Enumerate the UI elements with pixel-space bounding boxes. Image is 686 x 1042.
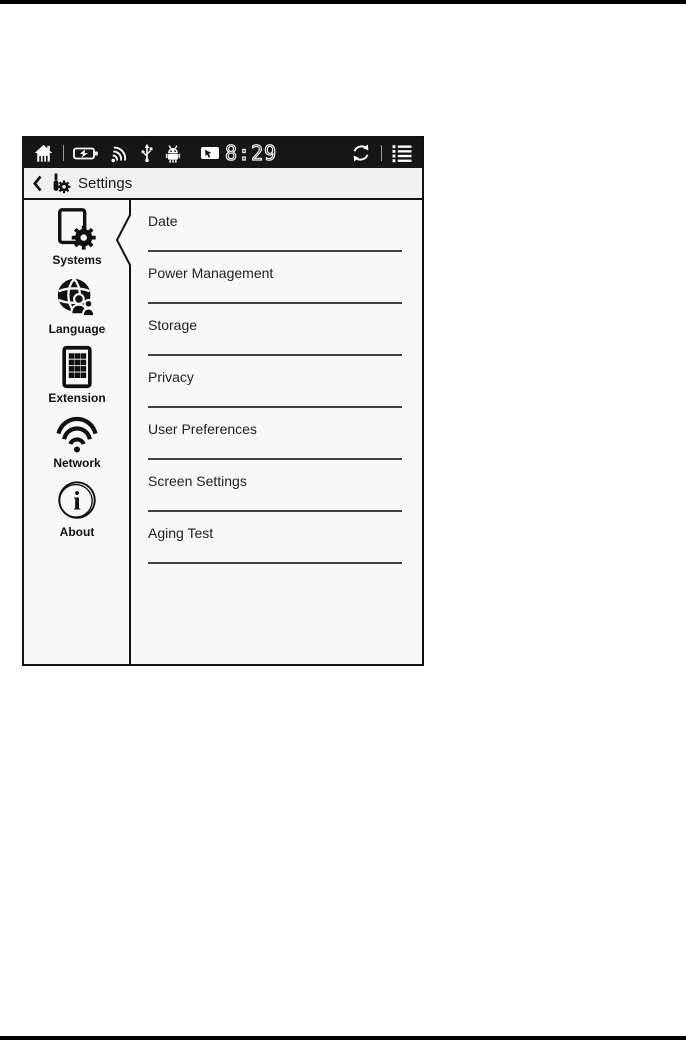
menu-item-date[interactable] <box>148 200 402 252</box>
statusbar-separator <box>63 145 64 161</box>
sidebar-item-extension[interactable] <box>48 344 105 405</box>
page-title: Settings <box>78 174 133 192</box>
menu-item-label: Storage <box>148 317 198 333</box>
menu-item-label: Date <box>148 213 178 229</box>
sync-icon[interactable] <box>350 143 372 163</box>
systems-icon <box>54 206 100 252</box>
settings-sidebar <box>24 200 130 664</box>
sidebar-item-language[interactable] <box>49 275 106 336</box>
extension-icon <box>55 344 99 390</box>
menu-item-aging-test[interactable] <box>148 512 402 564</box>
sidebar-item-label: About <box>59 525 95 539</box>
settings-menu <box>130 200 422 664</box>
menu-item-screen-settings[interactable] <box>148 460 402 512</box>
menu-item-power-management[interactable] <box>148 252 402 304</box>
menu-item-user-preferences[interactable] <box>148 408 402 460</box>
device-screenshot-frame <box>22 136 424 666</box>
menu-item-label: User Preferences <box>148 421 257 437</box>
title-bar <box>24 168 422 200</box>
signal-icon <box>108 143 131 163</box>
page-top-rule <box>0 0 686 4</box>
status-clock: 8:29 <box>225 141 278 165</box>
sidebar-item-network[interactable] <box>53 413 100 470</box>
sidebar-item-label: Network <box>53 456 101 470</box>
home-icon[interactable] <box>33 143 54 163</box>
statusbar-separator <box>381 145 382 161</box>
svg-text:i: i <box>73 485 81 516</box>
android-icon <box>163 143 183 163</box>
sidebar-item-label: Language <box>48 322 106 336</box>
menu-item-label: Power Management <box>148 265 274 281</box>
tools-icon <box>49 172 71 194</box>
menu-item-label: Aging Test <box>148 525 214 541</box>
sidebar-item-about[interactable] <box>54 478 100 539</box>
sidebar-item-label: Systems <box>52 253 102 267</box>
network-icon <box>54 413 100 455</box>
about-icon <box>54 478 100 524</box>
battery-charging-icon <box>73 143 99 163</box>
language-icon <box>54 275 100 321</box>
menu-item-label: Screen Settings <box>148 473 247 489</box>
menu-item-label: Privacy <box>148 369 194 385</box>
back-chevron-icon[interactable] <box>33 175 42 192</box>
task-list-icon[interactable] <box>391 144 413 163</box>
usb-icon <box>140 143 154 163</box>
page-bottom-rule <box>0 1036 686 1040</box>
menu-item-storage[interactable] <box>148 304 402 356</box>
settings-body <box>24 200 422 664</box>
display-refresh-mode-icon[interactable] <box>200 145 220 161</box>
menu-item-privacy[interactable] <box>148 356 402 408</box>
sidebar-item-systems[interactable] <box>52 206 101 267</box>
status-bar <box>24 138 422 168</box>
sidebar-item-label: Extension <box>48 391 106 405</box>
